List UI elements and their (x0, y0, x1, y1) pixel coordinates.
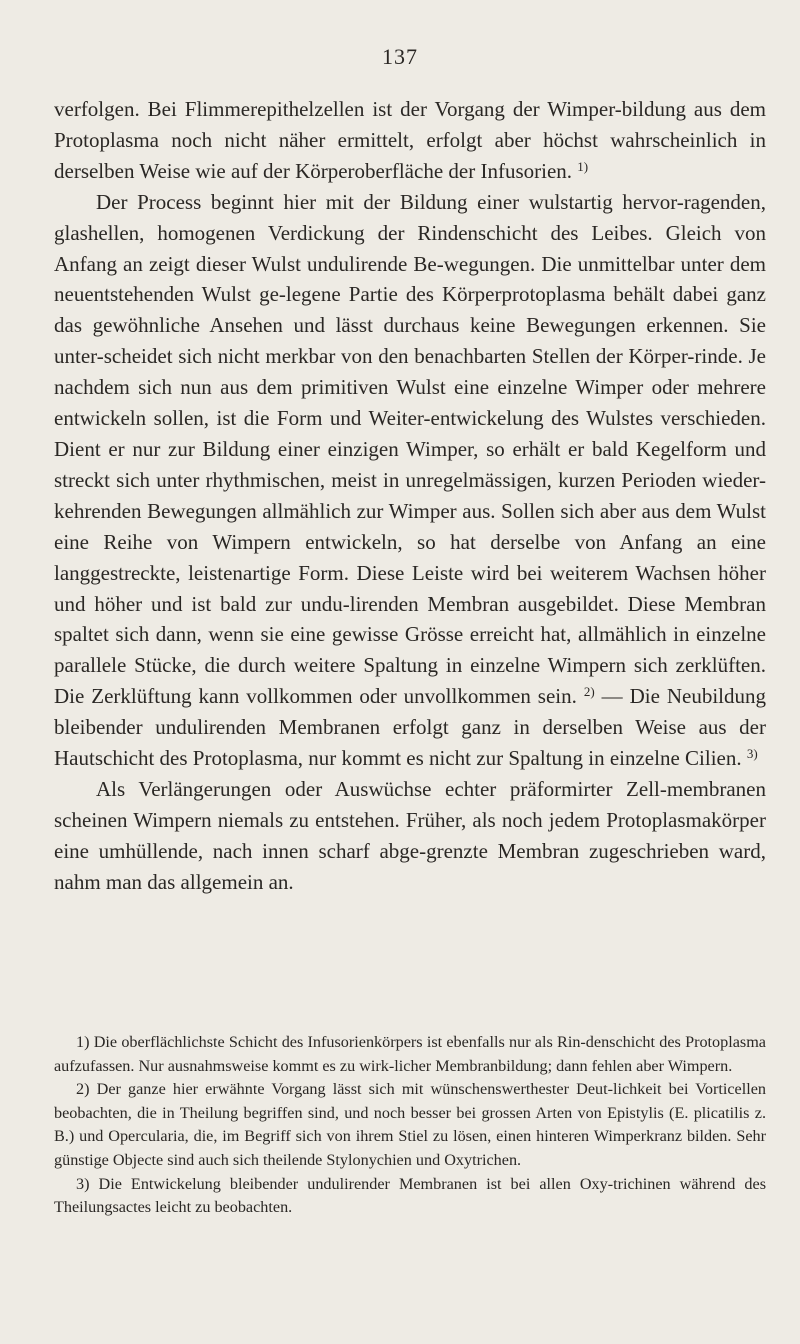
footnote-ref-3[interactable]: 3) (746, 746, 758, 762)
footnote-1-mark: 1) (76, 1033, 90, 1051)
paragraph-3-text: Als Verlängerungen oder Auswüchse echter präformirter Zell-membranen scheinen Wimpern niemals zu entstehen. Früher, als noch jedem Protoplasmakörper eine umhüllende, nach innen scharf abge-grenzte Membran zugeschrieben ward, nahm man das allgemein an. (54, 776, 766, 894)
footnotes (54, 1031, 766, 1220)
footnote-3-mark: 3) (76, 1174, 90, 1193)
footnote-1-text: Die oberflächlichste Schicht des Infusorienkörpers ist ebenfalls nur als Rin-denschicht des Protoplasma aufzufassen. Nur ausnahmsweise kommt es zu wirk-licher Membranbildung; dann fehlen aber Wimpern. (54, 1033, 766, 1075)
paragraph-2-text: Der Process beginnt hier mit der Bildung einer wulstartig hervor-ragenden, glashellen, homogenen Verdickung der Rindenschicht des Leibes. Gleich von Anfang an zeigt dieser Wulst undulirende Be-wegungen. Die unmittelbar unter dem neuentstehenden Wulst ge-legene Partie des Körperprotoplasma behält dabei ganz das gewöhnliche Ansehen und lässt durchaus keine Bewegungen erkennen. Sie unter-scheidet sich nicht merkbar von den benachbarten Stellen der Körper-rinde. Je nachdem sich nun aus dem primitiven Wulst eine einzelne Wimper oder mehrere entwickeln sollen, ist die Form und Weiter-entwickelung des Wulstes verschieden. Dient er nur zur Bildung einer einzigen Wimper, so erhält er bald Kegelform und streckt sich unter rhythmischen, meist in unregelmässigen, kurzen Perioden wieder-kehrenden Bewegungen allmählich zur Wimper aus. Sollen sich aber aus dem Wulst eine Reihe von Wimpern entwickeln, so hat derselbe von Anfang an eine langgestreckte, leistenartige Form. Diese Leiste wird bei weiterem Wachsen höher und höher und ist bald zur undu-lirenden Membran ausgebildet. Diese Membran spaltet sich dann, wenn sie eine gewisse Grösse erreicht hat, allmählich in einzelne parallele Stücke, die durch weitere Spaltung in einzelne Wimpern sich zerklüften. Die Zerklüftung kann vollkommen oder unvollkommen sein. (54, 189, 766, 709)
footnote-3 (54, 1173, 766, 1220)
footnote-ref-2[interactable]: 2) (583, 684, 595, 700)
footnote-3-text: Die Entwickelung bleibender undulirender Membranen ist bei allen Oxy-trichinen während des Theilungsactes leicht zu beobachten. (54, 1174, 767, 1217)
footnote-2-mark: 2) (76, 1080, 90, 1099)
page-number: 137 (382, 44, 418, 69)
paragraph-3 (54, 774, 766, 898)
footnote-ref-1[interactable]: 1) (577, 158, 589, 174)
body-text (54, 94, 766, 898)
paragraph-1 (54, 94, 766, 187)
paragraph-1-text: verfolgen. Bei Flimmerepithelzellen ist der Vorgang der Wimper-bildung aus dem Protoplasma noch nicht näher ermittelt, erfolgt aber höchst wahrscheinlich in derselben Weise wie auf der Körperoberfläche der Infusorien. (54, 97, 766, 183)
paragraph-2-continuation: — Die Neubildung bleibender undulirenden Membranen erfolgt ganz in derselben Weise aus der Hautschicht des Protoplasma, nur kommt es nicht zur Spaltung in einzelne Cilien. (54, 684, 767, 771)
footnote-2 (54, 1078, 766, 1172)
footnote-1 (54, 1031, 766, 1078)
footnote-2-text: Der ganze hier erwähnte Vorgang lässt sich mit wünschenswerthester Deut-lichkeit bei Vorticellen beobachten, die in Theilung begriffen sind, und noch besser bei grossen Arten von Epistylis (E. plicatilis z. B.) und Opercularia, die, im Begriff sich von ihrem Stiel zu lösen, einen hinteren Wimperkranz bilden. Sehr günstige Objecte sind auch sich theilende Stylonychien und Oxytrichen. (54, 1080, 767, 1169)
paragraph-2 (54, 187, 766, 774)
